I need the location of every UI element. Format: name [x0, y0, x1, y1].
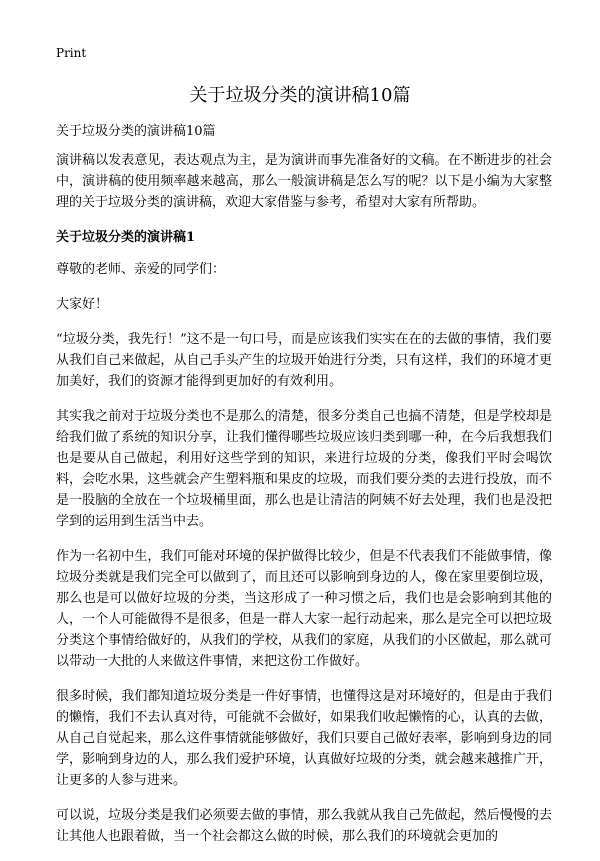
intro-paragraph: 演讲稿以发表意见，表达观点为主，是为演讲而事先准备好的文稿。在不断进步的社会中，演讲稿的使用频率越来越高，那么一般演讲稿是怎么写的呢？以下是小编为大家整理的关于垃圾分类的演讲稿，欢迎大家借鉴与参考，希望对大家有所帮助。 [56, 153, 552, 210]
body-paragraph: 其实我之前对于垃圾分类也不是那么的清楚，很多分类自己也搞不清楚，但是学校却是给我们做了系统的知识分享，让我们懂得哪些垃圾应该归类到哪一种，在今后我想我们也是要从自己做起，利用好这些学到的知识，来进行垃圾的分类，像我们平时会喝饮料，会吃水果，这些就会产生塑料瓶和果皮的垃圾，而我们要分类的去进行投放，而不是一股脑的全放在一个垃圾桶里面，那么也是让清洁的阿姨不好去处理，我们也是没把学到的运用到生活当中去。 [56, 409, 552, 529]
section-heading: 关于垃圾分类的演讲稿1 [56, 230, 196, 245]
salutation: 尊敬的老师、亲爱的同学们： [56, 262, 226, 277]
print-link[interactable]: Print [56, 46, 87, 60]
body-paragraph: 可以说，垃圾分类是我们必须要去做的事情，那么我就从我自己先做起，然后慢慢的去让其他人也跟着做，当一个社会都这么做的时候，那么我们的环境就会更加的 [56, 808, 552, 844]
greeting: 大家好！ [56, 297, 109, 312]
page-title: 关于垃圾分类的演讲稿10篇 [189, 85, 411, 106]
document-subtitle: 关于垃圾分类的演讲稿10篇 [56, 124, 216, 139]
body-paragraph: 作为一名初中生，我们可能对环境的保护做得比较少，但是不代表我们不能做事情，像垃圾分类就是我们完全可以做到了，而且还可以影响到身边的人，像在家里要倒垃圾，那么也是可以做好垃圾的分类，当这形成了一种习惯之后，我们也是会影响到其他的人，一个人可能做得不是很多，但是一群人大家一起行动起来，那么是完全可以把垃圾分类这个事情给做好的，从我们的学校，从我们的家庭，从我们的小区做起，那么就可以带动一大批的人来做这件事情，来把这份工作做好。 [56, 549, 552, 669]
document-body [56, 150, 552, 861]
body-paragraph: 很多时候，我们都知道垃圾分类是一件好事情，也懂得这是对环境好的，但是由于我们的懒惰，我们不去认真对待，可能就不会做好，如果我们收起懒惰的心，认真的去做，从自己自觉起来，那么这件事情就能够做好，我们只要自己做好表率，影响到身边的同学，影响到身边的人，那么我们爱护环境，认真做好垃圾的分类，就会越来越推广开，让更多的人参与进来。 [56, 689, 552, 788]
body-paragraph: “垃圾分类，我先行！”这不是一句口号，而是应该我们实实在在的去做的事情，我们要从我们自己来做起，从自己手头产生的垃圾开始进行分类，只有这样，我们的环境才更加美好，我们的资源才能得到更加好的有效利用。 [56, 332, 552, 389]
